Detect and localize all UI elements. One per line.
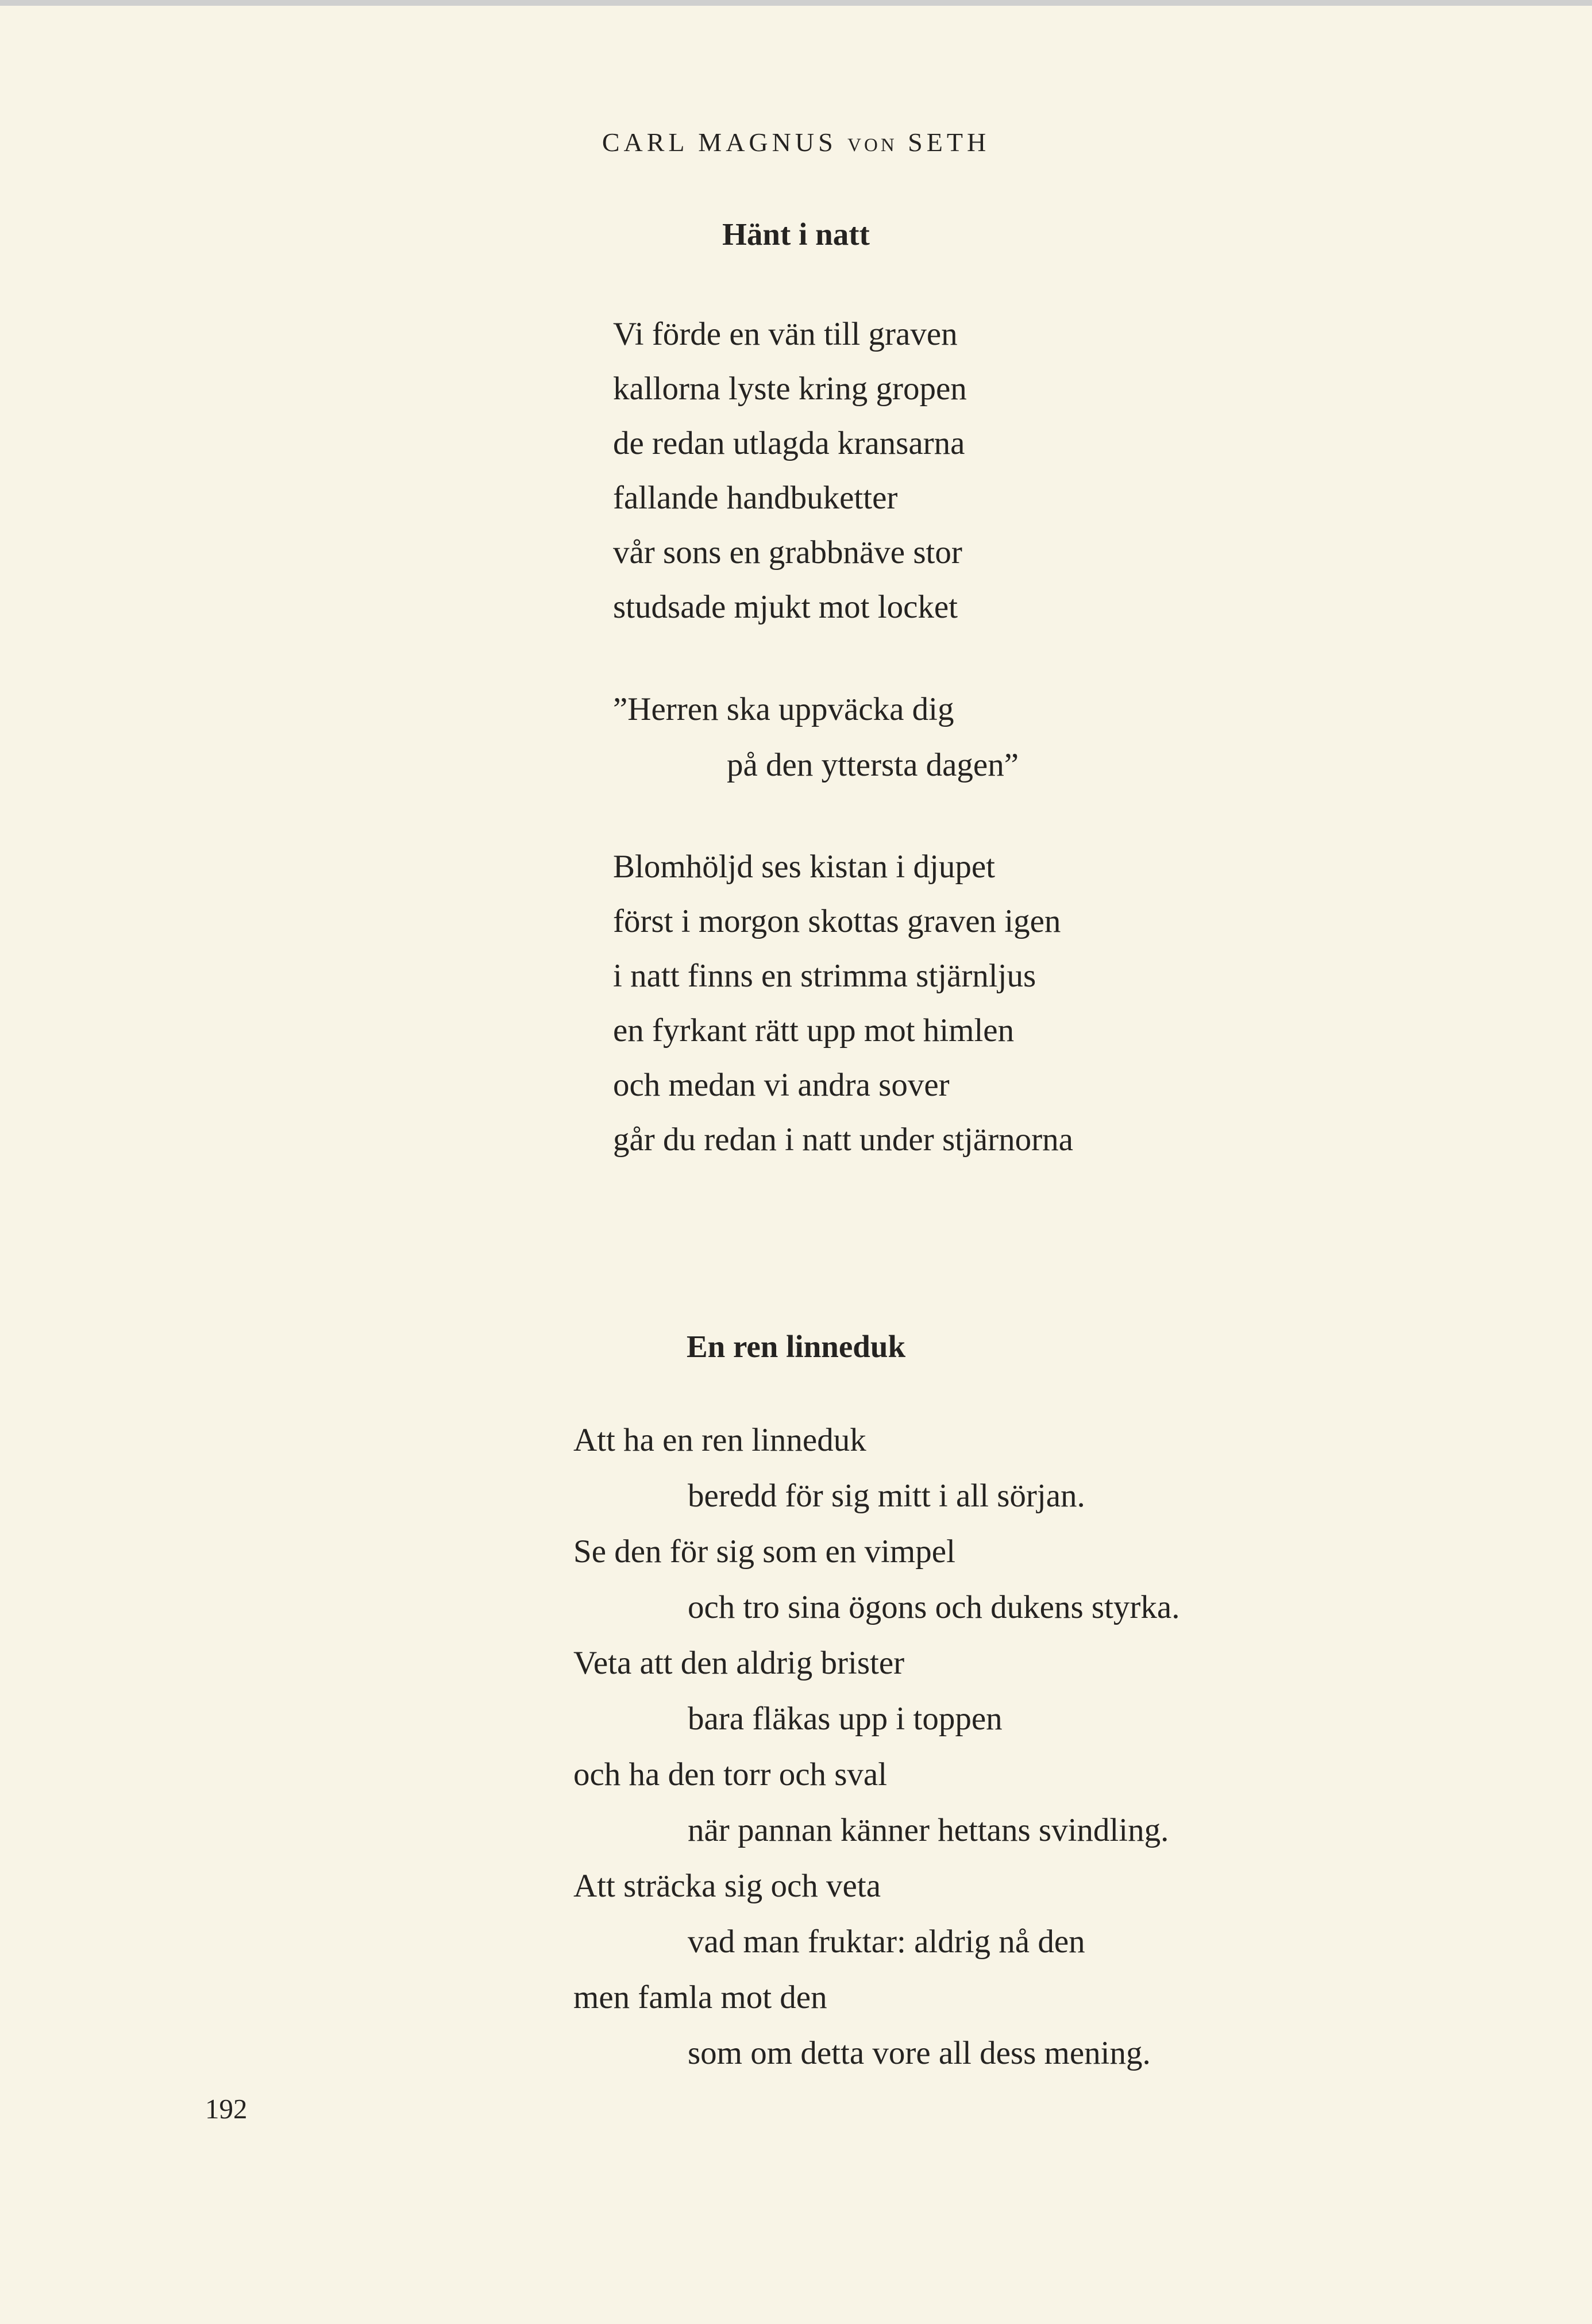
- poem-line: fallande handbuketter: [613, 480, 898, 516]
- author-name: [0, 129, 1592, 156]
- poem-line: ”Herren ska uppväcka dig: [613, 691, 954, 727]
- poem-line: på den yttersta dagen”: [727, 747, 1019, 783]
- poem-line: bara fläkas upp i toppen: [688, 1701, 1003, 1737]
- poem-line: Vi förde en vän till graven: [613, 316, 958, 352]
- poem-line: Blomhöljd ses kistan i djupet: [613, 849, 995, 885]
- poem-line: vår sons en grabbnäve stor: [613, 534, 962, 571]
- poem-line: i natt finns en strimma stjärnljus: [613, 958, 1036, 994]
- author-first-names: CARL MAGNUS: [602, 128, 837, 157]
- poem-line: Se den för sig som en vimpel: [573, 1533, 955, 1570]
- poem-line: en fyrkant rätt upp mot himlen: [613, 1012, 1015, 1049]
- poem-line: först i morgon skottas graven igen: [613, 903, 1061, 939]
- poem-line: Att sträcka sig och veta: [573, 1868, 881, 1904]
- poem-line: när pannan känner hettans svindling.: [688, 1812, 1169, 1848]
- poem-line: och tro sina ögons och dukens styrka.: [688, 1589, 1180, 1625]
- poem-line: som om detta vore all dess mening.: [688, 2035, 1151, 2071]
- poem-line: och ha den torr och sval: [573, 1756, 888, 1793]
- poem-line: och medan vi andra sover: [613, 1067, 950, 1103]
- poem-line: kallorna lyste kring gropen: [613, 371, 967, 407]
- author-surname: SETH: [908, 128, 990, 157]
- poem-title: En ren linneduk: [686, 1329, 906, 1364]
- poem-line: beredd för sig mitt i all sörjan.: [688, 1478, 1085, 1514]
- author-particle: VON: [847, 135, 897, 156]
- page-number: 192: [205, 2093, 248, 2125]
- poem-line: de redan utlagda kransarna: [613, 425, 965, 461]
- poem-title: Hänt i natt: [722, 217, 870, 252]
- poem-line: vad man fruktar: aldrig nå den: [688, 1924, 1085, 1960]
- poem-line: Veta att den aldrig brister: [573, 1645, 905, 1681]
- poem-line: Att ha en ren linneduk: [573, 1422, 866, 1458]
- poem-line: men famla mot den: [573, 1979, 827, 2015]
- poem-line: studsade mjukt mot locket: [613, 589, 958, 625]
- poem-line: går du redan i natt under stjärnorna: [613, 1121, 1073, 1158]
